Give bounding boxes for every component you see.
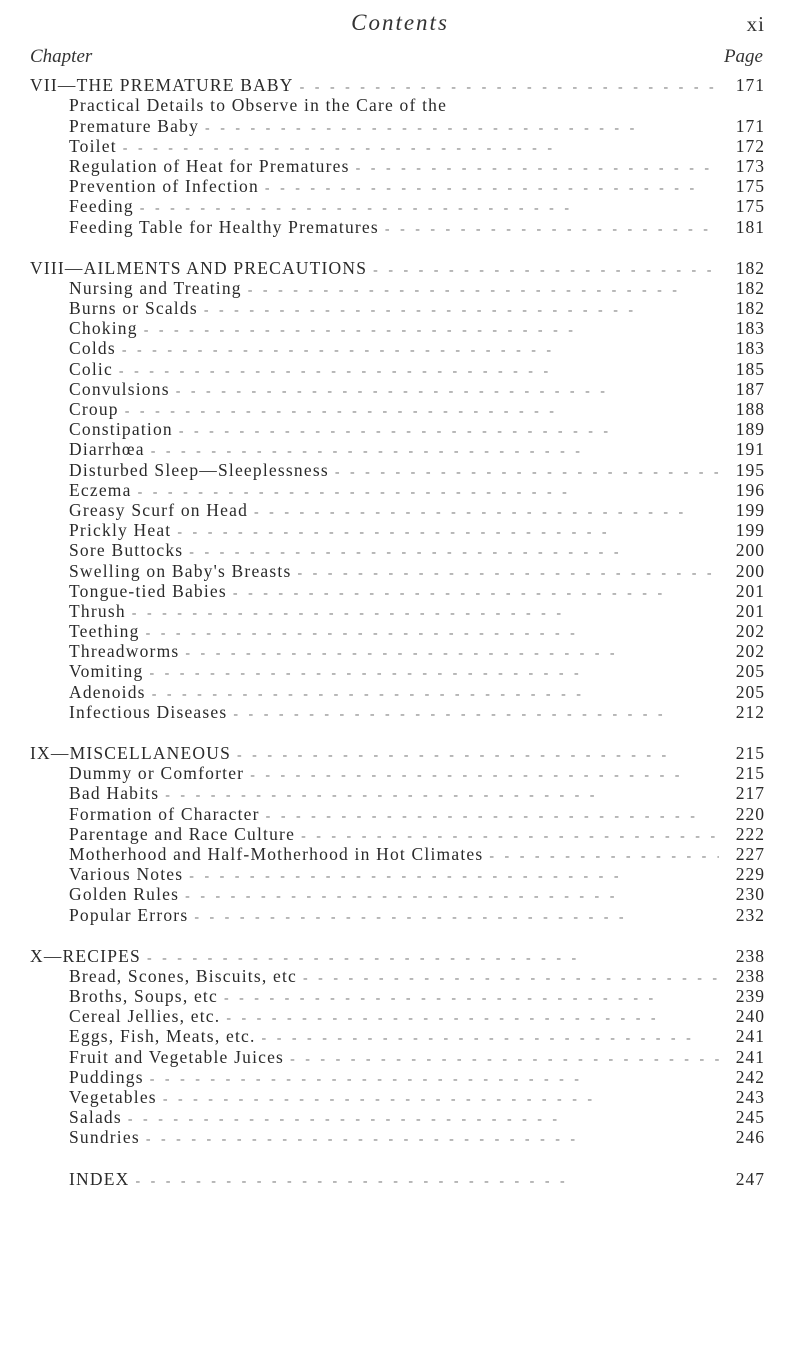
page-number: 171 [735,75,765,96]
toc-entry-label: Greasy Scurf on Head [69,499,249,520]
page-number: 245 [735,1107,765,1128]
toc-entry-label: Choking [69,318,138,339]
dot-leader [248,278,719,299]
dot-leader [204,298,719,319]
toc-entry-row [30,1027,765,1047]
page-number: 199 [735,499,765,520]
toc-entry-label: Croup [69,399,119,419]
toc-entry-label: Puddings [69,1066,144,1087]
toc-entry-row [30,319,765,339]
page-number: 215 [735,763,765,784]
page-number: 175 [735,196,765,217]
page-number: 188 [735,399,765,419]
page-number: 182 [735,277,765,298]
dot-leader [138,480,719,501]
page-number: 243 [735,1087,765,1107]
page-number: 182 [735,257,765,278]
dot-leader [290,1047,719,1068]
dot-leader [123,136,719,157]
toc-entry-label: Cereal Jellies, etc. [69,1006,221,1027]
toc-entry-row [30,1068,765,1088]
page-number: 183 [735,338,765,359]
page-number: 202 [735,621,765,642]
toc-entry-row [30,987,765,1007]
page-column-heading: Page [723,46,763,67]
dot-leader [163,1087,719,1108]
dot-leader [128,1107,719,1128]
toc-entry-label: Broths, Soups, etc [69,986,218,1007]
toc-entry-label: Fruit and Vegetable Juices [69,1046,285,1067]
dot-leader [356,156,719,177]
toc-entry-row [30,1108,765,1128]
page-number: 199 [735,520,765,541]
dot-leader [151,439,719,460]
toc-entry-row [30,825,765,845]
page-number: 220 [735,803,765,824]
page-number: 239 [735,986,765,1007]
toc-entry-label: Constipation [69,419,173,440]
toc-entry-label: Salads [69,1107,122,1128]
running-head-page-number: xi [746,12,765,36]
page-number: 241 [735,1046,765,1067]
toc-entry-label: Eggs, Fish, Meats, etc. [69,1026,256,1047]
dot-leader [135,1169,719,1190]
page-number: 202 [735,641,765,662]
page-number: 183 [735,318,765,339]
page-number: 189 [735,419,765,440]
toc-entry-label: Colic [69,358,113,379]
toc-entry-label: Diarrhœa [69,439,145,460]
toc-entry-label: Prickly Heat [69,520,172,541]
toc-entry-label: Feeding [69,196,134,217]
dot-leader [373,258,719,279]
dot-leader [233,702,719,723]
toc-entry-row [30,197,765,217]
page-number: 232 [735,904,765,925]
page-number: 238 [735,965,765,986]
chapter-heading-row [30,744,765,764]
dot-leader [301,824,719,845]
toc-entry-label: Sore Buttocks [69,540,184,561]
toc-entry-row [30,662,765,682]
page-number: 182 [735,298,765,319]
toc-entry-row [30,1047,765,1067]
dot-leader [125,399,719,420]
dot-leader [300,75,719,96]
toc-entry-row [30,582,765,602]
toc-entry-label: Parentage and Race Culture [69,823,296,844]
toc-entry-row [30,420,765,440]
toc-entry-row [30,865,765,885]
dot-leader [297,561,719,582]
dot-leader [233,581,719,602]
toc-entry-row [30,217,765,237]
dot-leader [335,460,719,481]
index-row [30,1169,765,1189]
toc-entry-label: Premature Baby [69,115,200,136]
dot-leader [266,804,719,825]
page-number: 229 [735,864,765,885]
dot-leader [146,1127,719,1148]
toc-entry-label: Disturbed Sleep—Sleeplessness [69,459,329,480]
toc-entry-row [30,359,765,379]
toc-entry-label: Popular Errors [69,904,189,925]
dot-leader [224,986,719,1007]
dot-leader [194,905,719,926]
dot-leader [122,338,719,359]
toc-entry-label: Regulation of Heat for Prematures [69,155,350,176]
toc-entry-label: Thrush [69,600,126,621]
toc-entry-label: Golden Rules [69,884,180,905]
dot-leader [144,318,719,339]
toc-entry-label: Eczema [69,479,132,500]
toc-entry-row [30,845,765,865]
toc-entry-row [30,116,765,136]
toc-entry-label: Colds [69,338,116,359]
toc-entry-row [30,380,765,400]
page-number: 171 [735,115,765,136]
section-gap [30,1148,765,1169]
dot-leader [237,743,719,764]
toc-entry-label: Practical Details to Observe in the Care of the [69,95,448,116]
toc-entry-label: Nursing and Treating [69,277,242,298]
page-number: 238 [735,945,765,966]
page-number: 217 [735,783,765,804]
toc-entry-row [30,339,765,359]
table-of-contents [30,76,765,1190]
chapter-heading-row [30,947,765,967]
dot-leader [149,661,719,682]
page-number: 215 [735,743,765,763]
column-headings [30,46,765,72]
dot-leader [189,864,719,885]
toc-entry-row [30,1088,765,1108]
dot-leader [303,966,719,987]
dot-leader [146,621,719,642]
toc-entry-label: Bread, Scones, Biscuits, etc [69,965,298,986]
dot-leader [152,682,719,703]
toc-entry-row [30,96,765,116]
dot-leader [132,601,719,622]
toc-entry-row [30,905,765,925]
dot-leader [140,196,719,217]
running-head [0,10,800,40]
page-number: 247 [735,1168,765,1189]
dot-leader [489,844,719,865]
dot-leader [189,540,719,561]
chapter-heading: X—RECIPES [30,945,141,966]
toc-entry-label: Tongue-tied Babies [69,580,227,601]
dot-leader [265,176,719,197]
toc-entry-label: Prevention of Infection [69,176,259,197]
page-number: 241 [735,1026,765,1047]
toc-entry-row [30,541,765,561]
chapter-heading-row [30,76,765,96]
toc-entry-row [30,279,765,299]
dot-leader [205,116,719,137]
toc-entry-label: Convulsions [69,378,170,399]
page-number: 240 [735,1006,765,1027]
page-number: 191 [735,439,765,460]
toc-entry-row [30,177,765,197]
dot-leader [385,217,719,238]
page-number: 205 [735,681,765,702]
chapter-column-heading: Chapter [30,46,93,67]
toc-entry-row [30,703,765,723]
toc-entry-row [30,885,765,905]
dot-leader [254,500,719,521]
toc-entry-row [30,764,765,784]
toc-entry-label: Bad Habits [69,783,160,804]
toc-entry-row [30,440,765,460]
toc-entry-row [30,400,765,420]
toc-entry-row [30,1128,765,1148]
toc-entry-row [30,561,765,581]
toc-entry-row [30,1007,765,1027]
page-number: 201 [735,580,765,601]
dot-leader [185,641,719,662]
dot-leader [177,520,719,541]
dot-leader [185,884,719,905]
toc-entry-row [30,157,765,177]
toc-entry-label: Infectious Diseases [69,701,228,722]
page-number: 200 [735,560,765,581]
toc-entry-label: Vomiting [69,661,144,682]
chapter-heading-row [30,259,765,279]
page-number: 187 [735,378,765,399]
page-number: 181 [735,216,765,237]
page-number: 200 [735,540,765,561]
dot-leader [262,1026,719,1047]
toc-entry-row [30,682,765,702]
page-number: 173 [735,155,765,176]
page-number: 201 [735,600,765,621]
page-number: 242 [735,1066,765,1087]
toc-entry-row [30,521,765,541]
page-number: 195 [735,459,765,480]
toc-entry-label: Formation of Character [69,803,260,824]
page-number: 212 [735,701,765,722]
toc-entry-label: Burns or Scalds [69,298,198,319]
dot-leader [147,946,719,967]
page-number: 205 [735,661,765,682]
toc-entry-label: Sundries [69,1127,140,1148]
page-number: 230 [735,884,765,905]
toc-entry-row [30,804,765,824]
toc-entry-label: Threadworms [69,641,180,662]
toc-entry-row [30,602,765,622]
page-number: 222 [735,823,765,844]
toc-entry-row [30,501,765,521]
toc-entry-label: Various Notes [69,864,184,885]
toc-entry-label: INDEX [69,1168,130,1189]
toc-entry-label: Adenoids [69,681,146,702]
chapter-heading: VII—THE PREMATURE BABY [30,75,294,96]
toc-entry-label: Dummy or Comforter [69,763,245,784]
toc-entry-row [30,137,765,157]
dot-leader [119,359,719,380]
section-gap [30,926,765,947]
toc-entry-row [30,299,765,319]
dot-leader [176,379,719,400]
toc-entry-label: Teething [69,621,140,642]
toc-entry-label: Motherhood and Half-Motherhood in Hot Climates [69,843,484,864]
page-number: 185 [735,358,765,379]
page-number: 172 [735,135,765,156]
toc-entry-row [30,784,765,804]
page-number: 246 [735,1127,765,1148]
page-number: 227 [735,843,765,864]
dot-leader [226,1006,719,1027]
toc-entry-label: Toilet [69,135,117,156]
running-head-title: Contents [351,10,449,35]
dot-leader [165,783,719,804]
dot-leader [250,763,719,784]
section-gap [30,723,765,744]
toc-entry-label: Swelling on Baby's Breasts [69,560,292,581]
toc-entry-row [30,460,765,480]
dot-leader [150,1067,719,1088]
section-gap [30,238,765,259]
chapter-heading: IX—MISCELLANEOUS [30,743,232,763]
toc-entry-label: Vegetables [69,1087,157,1107]
toc-entry-row [30,642,765,662]
toc-entry-row [30,481,765,501]
toc-entry-label: Feeding Table for Healthy Prematures [69,216,379,237]
toc-entry-row [30,622,765,642]
page-number: 175 [735,176,765,197]
page-number: 196 [735,479,765,500]
dot-leader [179,419,719,440]
chapter-heading: VIII—AILMENTS AND PRECAUTIONS [30,257,368,278]
toc-entry-row [30,967,765,987]
